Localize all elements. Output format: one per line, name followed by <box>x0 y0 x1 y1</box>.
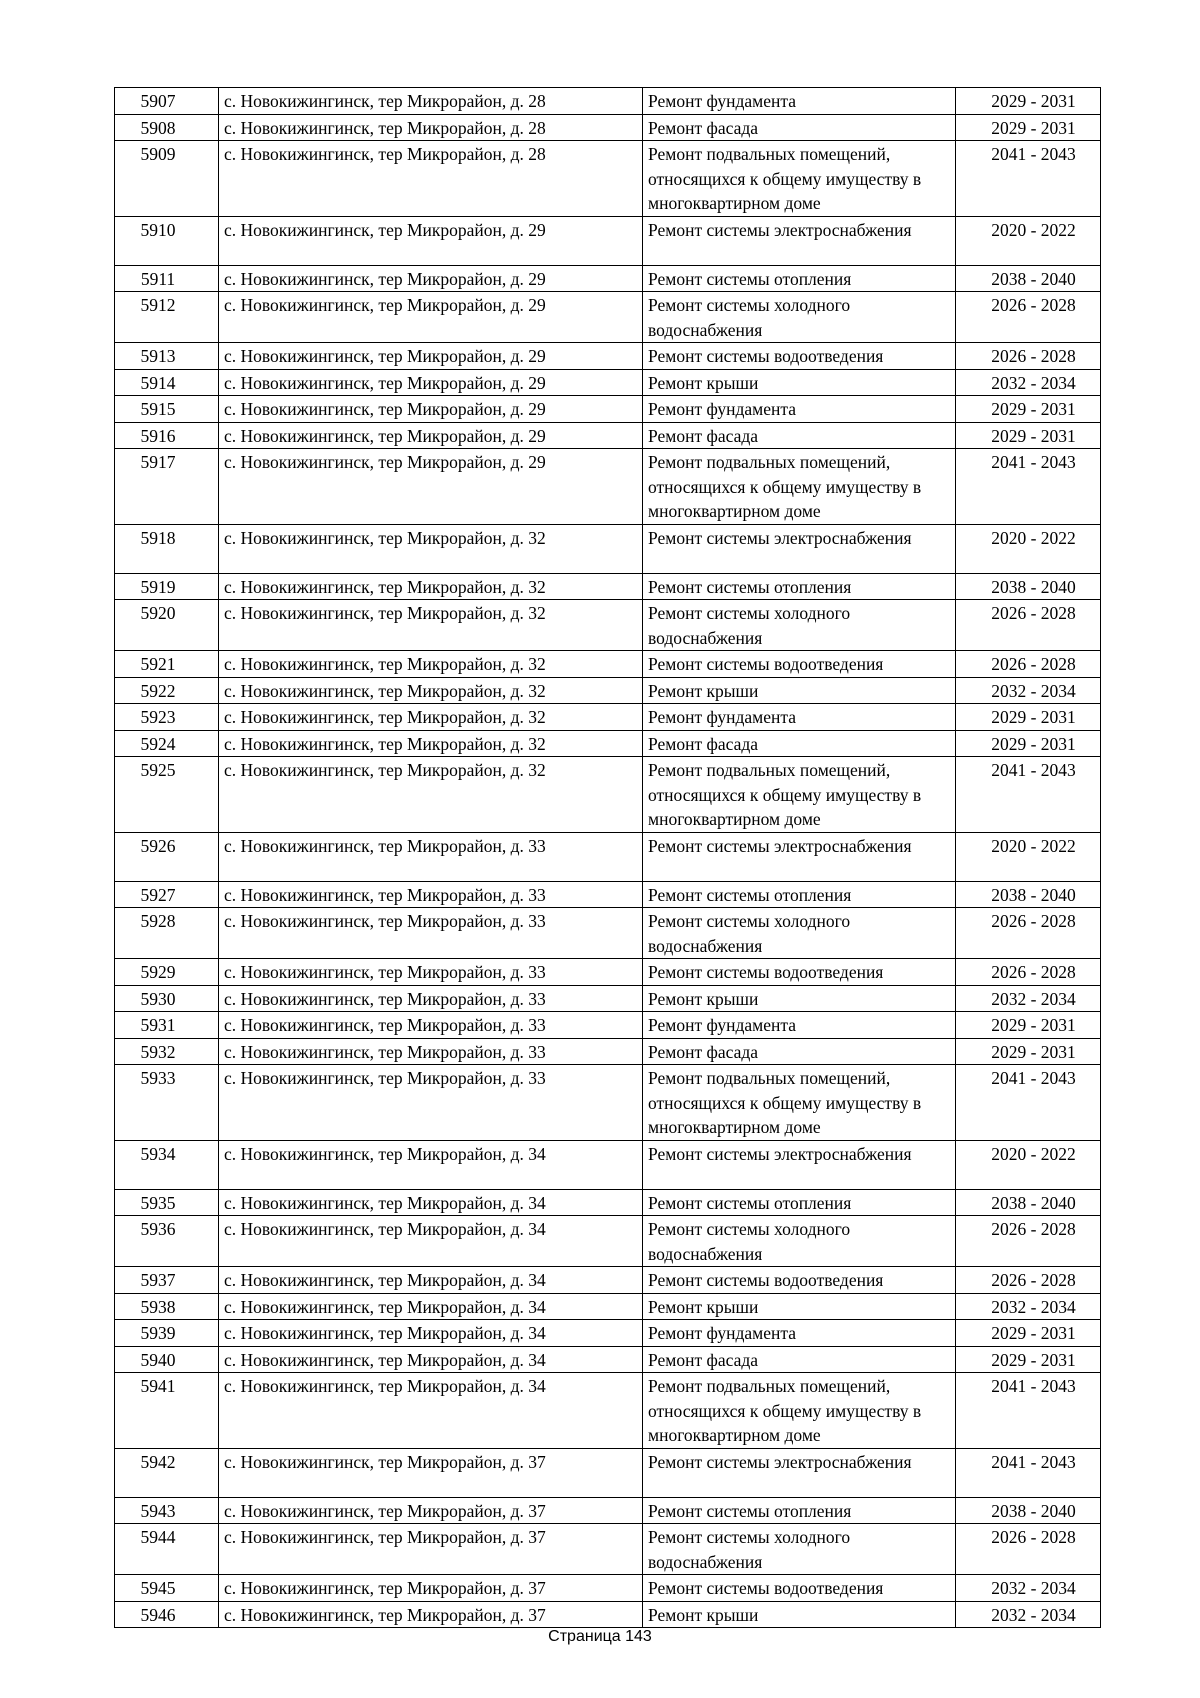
row-work-type: Ремонт системы электроснабжения <box>643 832 956 881</box>
row-work-type: Ремонт системы водоотведения <box>643 1267 956 1294</box>
row-work-type: Ремонт системы водоотведения <box>643 959 956 986</box>
row-work-type: Ремонт системы водоотведения <box>643 1575 956 1602</box>
capital-repair-table <box>114 87 1101 1628</box>
table-row <box>115 524 1101 573</box>
row-number: 5946 <box>115 1601 219 1628</box>
row-address: с. Новокижингинск, тер Микрорайон, д. 34 <box>219 1320 643 1347</box>
row-address: с. Новокижингинск, тер Микрорайон, д. 29 <box>219 265 643 292</box>
row-address: с. Новокижингинск, тер Микрорайон, д. 32 <box>219 730 643 757</box>
row-address: с. Новокижингинск, тер Микрорайон, д. 34 <box>219 1140 643 1189</box>
row-period: 2032 - 2034 <box>956 677 1101 704</box>
row-address: с. Новокижингинск, тер Микрорайон, д. 28 <box>219 88 643 115</box>
row-period: 2041 - 2043 <box>956 449 1101 525</box>
row-address: с. Новокижингинск, тер Микрорайон, д. 29 <box>219 343 643 370</box>
row-number: 5943 <box>115 1497 219 1524</box>
row-work-type: Ремонт крыши <box>643 985 956 1012</box>
row-period: 2038 - 2040 <box>956 881 1101 908</box>
row-number: 5918 <box>115 524 219 573</box>
row-number: 5945 <box>115 1575 219 1602</box>
row-address: с. Новокижингинск, тер Микрорайон, д. 37 <box>219 1575 643 1602</box>
row-address: с. Новокижингинск, тер Микрорайон, д. 37 <box>219 1497 643 1524</box>
row-address: с. Новокижингинск, тер Микрорайон, д. 33 <box>219 881 643 908</box>
row-number: 5935 <box>115 1189 219 1216</box>
row-work-type: Ремонт системы холодного водоснабжения <box>643 908 956 959</box>
row-period: 2029 - 2031 <box>956 1346 1101 1373</box>
row-address: с. Новокижингинск, тер Микрорайон, д. 32 <box>219 573 643 600</box>
table-row <box>115 1012 1101 1039</box>
row-work-type: Ремонт системы отопления <box>643 881 956 908</box>
row-period: 2026 - 2028 <box>956 1216 1101 1267</box>
row-work-type: Ремонт системы отопления <box>643 1189 956 1216</box>
row-period: 2032 - 2034 <box>956 1293 1101 1320</box>
row-period: 2026 - 2028 <box>956 1524 1101 1575</box>
row-number: 5929 <box>115 959 219 986</box>
row-period: 2029 - 2031 <box>956 1012 1101 1039</box>
table-row <box>115 1448 1101 1497</box>
table-row <box>115 343 1101 370</box>
row-number: 5915 <box>115 396 219 423</box>
table-row <box>115 1216 1101 1267</box>
row-address: с. Новокижингинск, тер Микрорайон, д. 29 <box>219 449 643 525</box>
row-number: 5940 <box>115 1346 219 1373</box>
row-number: 5907 <box>115 88 219 115</box>
row-period: 2032 - 2034 <box>956 369 1101 396</box>
row-address: с. Новокижингинск, тер Микрорайон, д. 29 <box>219 396 643 423</box>
table-row <box>115 908 1101 959</box>
row-work-type: Ремонт системы холодного водоснабжения <box>643 1216 956 1267</box>
table-row <box>115 1320 1101 1347</box>
row-number: 5916 <box>115 422 219 449</box>
row-work-type: Ремонт фасада <box>643 422 956 449</box>
row-number: 5934 <box>115 1140 219 1189</box>
row-address: с. Новокижингинск, тер Микрорайон, д. 33 <box>219 1012 643 1039</box>
row-address: с. Новокижингинск, тер Микрорайон, д. 32 <box>219 704 643 731</box>
table-row <box>115 369 1101 396</box>
row-number: 5939 <box>115 1320 219 1347</box>
row-period: 2041 - 2043 <box>956 1373 1101 1449</box>
row-period: 2026 - 2028 <box>956 959 1101 986</box>
row-number: 5922 <box>115 677 219 704</box>
row-work-type: Ремонт подвальных помещений, относящихся к общему имуществу в многоквартирном доме <box>643 757 956 833</box>
row-period: 2029 - 2031 <box>956 88 1101 115</box>
row-number: 5941 <box>115 1373 219 1449</box>
row-work-type: Ремонт системы холодного водоснабжения <box>643 600 956 651</box>
row-number: 5908 <box>115 114 219 141</box>
row-address: с. Новокижингинск, тер Микрорайон, д. 33 <box>219 832 643 881</box>
row-period: 2029 - 2031 <box>956 422 1101 449</box>
row-number: 5913 <box>115 343 219 370</box>
table-row <box>115 141 1101 217</box>
row-number: 5909 <box>115 141 219 217</box>
table-row <box>115 1575 1101 1602</box>
row-period: 2038 - 2040 <box>956 573 1101 600</box>
row-work-type: Ремонт системы водоотведения <box>643 651 956 678</box>
row-address: с. Новокижингинск, тер Микрорайон, д. 34 <box>219 1293 643 1320</box>
row-work-type: Ремонт системы отопления <box>643 573 956 600</box>
row-work-type: Ремонт фундамента <box>643 396 956 423</box>
row-period: 2041 - 2043 <box>956 1448 1101 1497</box>
row-number: 5932 <box>115 1038 219 1065</box>
row-period: 2029 - 2031 <box>956 396 1101 423</box>
row-work-type: Ремонт подвальных помещений, относящихся к общему имуществу в многоквартирном доме <box>643 449 956 525</box>
table-row <box>115 1373 1101 1449</box>
row-address: с. Новокижингинск, тер Микрорайон, д. 32 <box>219 757 643 833</box>
row-address: с. Новокижингинск, тер Микрорайон, д. 33 <box>219 1065 643 1141</box>
row-number: 5910 <box>115 216 219 265</box>
row-work-type: Ремонт фасада <box>643 730 956 757</box>
page-number: Страница 143 <box>548 1628 652 1645</box>
row-work-type: Ремонт фундамента <box>643 1012 956 1039</box>
row-address: с. Новокижингинск, тер Микрорайон, д. 37 <box>219 1524 643 1575</box>
row-period: 2020 - 2022 <box>956 832 1101 881</box>
row-number: 5933 <box>115 1065 219 1141</box>
row-period: 2020 - 2022 <box>956 216 1101 265</box>
row-address: с. Новокижингинск, тер Микрорайон, д. 32 <box>219 651 643 678</box>
row-work-type: Ремонт крыши <box>643 1601 956 1628</box>
row-period: 2029 - 2031 <box>956 730 1101 757</box>
row-address: с. Новокижингинск, тер Микрорайон, д. 37 <box>219 1448 643 1497</box>
table-row <box>115 1038 1101 1065</box>
row-period: 2038 - 2040 <box>956 1189 1101 1216</box>
table-row <box>115 600 1101 651</box>
row-address: с. Новокижингинск, тер Микрорайон, д. 34 <box>219 1373 643 1449</box>
row-work-type: Ремонт подвальных помещений, относящихся к общему имуществу в многоквартирном доме <box>643 1065 956 1141</box>
table-row <box>115 1189 1101 1216</box>
row-number: 5926 <box>115 832 219 881</box>
row-period: 2026 - 2028 <box>956 1267 1101 1294</box>
row-number: 5917 <box>115 449 219 525</box>
table-row <box>115 449 1101 525</box>
table-row <box>115 881 1101 908</box>
table-row <box>115 677 1101 704</box>
row-period: 2026 - 2028 <box>956 651 1101 678</box>
table-row <box>115 1065 1101 1141</box>
table-row <box>115 573 1101 600</box>
row-address: с. Новокижингинск, тер Микрорайон, д. 33 <box>219 908 643 959</box>
row-address: с. Новокижингинск, тер Микрорайон, д. 32 <box>219 677 643 704</box>
row-work-type: Ремонт системы холодного водоснабжения <box>643 292 956 343</box>
row-work-type: Ремонт системы отопления <box>643 265 956 292</box>
row-period: 2029 - 2031 <box>956 114 1101 141</box>
row-period: 2026 - 2028 <box>956 908 1101 959</box>
row-number: 5927 <box>115 881 219 908</box>
row-work-type: Ремонт системы водоотведения <box>643 343 956 370</box>
row-number: 5938 <box>115 1293 219 1320</box>
row-address: с. Новокижингинск, тер Микрорайон, д. 34 <box>219 1189 643 1216</box>
row-period: 2020 - 2022 <box>956 524 1101 573</box>
row-address: с. Новокижингинск, тер Микрорайон, д. 34 <box>219 1346 643 1373</box>
row-address: с. Новокижингинск, тер Микрорайон, д. 33 <box>219 1038 643 1065</box>
table-row <box>115 114 1101 141</box>
row-period: 2020 - 2022 <box>956 1140 1101 1189</box>
row-number: 5925 <box>115 757 219 833</box>
row-work-type: Ремонт крыши <box>643 1293 956 1320</box>
row-period: 2026 - 2028 <box>956 292 1101 343</box>
row-work-type: Ремонт фундамента <box>643 704 956 731</box>
row-work-type: Ремонт системы электроснабжения <box>643 1140 956 1189</box>
table-row <box>115 959 1101 986</box>
row-number: 5912 <box>115 292 219 343</box>
row-work-type: Ремонт крыши <box>643 677 956 704</box>
row-work-type: Ремонт подвальных помещений, относящихся к общему имуществу в многоквартирном доме <box>643 141 956 217</box>
row-address: с. Новокижингинск, тер Микрорайон, д. 28 <box>219 114 643 141</box>
row-period: 2029 - 2031 <box>956 1320 1101 1347</box>
row-work-type: Ремонт крыши <box>643 369 956 396</box>
table-row <box>115 88 1101 115</box>
row-address: с. Новокижингинск, тер Микрорайон, д. 32 <box>219 524 643 573</box>
table-row <box>115 396 1101 423</box>
row-address: с. Новокижингинск, тер Микрорайон, д. 34 <box>219 1216 643 1267</box>
row-work-type: Ремонт системы отопления <box>643 1497 956 1524</box>
row-number: 5911 <box>115 265 219 292</box>
row-address: с. Новокижингинск, тер Микрорайон, д. 29 <box>219 216 643 265</box>
table-row <box>115 730 1101 757</box>
row-number: 5923 <box>115 704 219 731</box>
row-number: 5920 <box>115 600 219 651</box>
row-period: 2038 - 2040 <box>956 265 1101 292</box>
row-period: 2041 - 2043 <box>956 1065 1101 1141</box>
row-address: с. Новокижингинск, тер Микрорайон, д. 32 <box>219 600 643 651</box>
row-work-type: Ремонт системы электроснабжения <box>643 524 956 573</box>
table-row <box>115 832 1101 881</box>
row-number: 5919 <box>115 573 219 600</box>
row-number: 5914 <box>115 369 219 396</box>
row-number: 5930 <box>115 985 219 1012</box>
table-row <box>115 1267 1101 1294</box>
table-row <box>115 1497 1101 1524</box>
table-row <box>115 292 1101 343</box>
row-period: 2029 - 2031 <box>956 1038 1101 1065</box>
table-row <box>115 1346 1101 1373</box>
row-address: с. Новокижингинск, тер Микрорайон, д. 37 <box>219 1601 643 1628</box>
row-period: 2026 - 2028 <box>956 600 1101 651</box>
table-row <box>115 1140 1101 1189</box>
table-row <box>115 985 1101 1012</box>
row-period: 2026 - 2028 <box>956 343 1101 370</box>
table-row <box>115 216 1101 265</box>
table-row <box>115 757 1101 833</box>
row-number: 5924 <box>115 730 219 757</box>
table-row <box>115 1601 1101 1628</box>
row-number: 5944 <box>115 1524 219 1575</box>
row-work-type: Ремонт системы электроснабжения <box>643 216 956 265</box>
table-row <box>115 1293 1101 1320</box>
row-period: 2032 - 2034 <box>956 985 1101 1012</box>
row-number: 5942 <box>115 1448 219 1497</box>
row-number: 5931 <box>115 1012 219 1039</box>
row-address: с. Новокижингинск, тер Микрорайон, д. 28 <box>219 141 643 217</box>
row-period: 2041 - 2043 <box>956 141 1101 217</box>
row-address: с. Новокижингинск, тер Микрорайон, д. 29 <box>219 369 643 396</box>
row-work-type: Ремонт фундамента <box>643 1320 956 1347</box>
table-row <box>115 1524 1101 1575</box>
table-row <box>115 704 1101 731</box>
row-period: 2032 - 2034 <box>956 1575 1101 1602</box>
row-address: с. Новокижингинск, тер Микрорайон, д. 34 <box>219 1267 643 1294</box>
table-row <box>115 651 1101 678</box>
row-number: 5928 <box>115 908 219 959</box>
row-work-type: Ремонт фасада <box>643 114 956 141</box>
row-work-type: Ремонт фундамента <box>643 88 956 115</box>
row-number: 5936 <box>115 1216 219 1267</box>
row-address: с. Новокижингинск, тер Микрорайон, д. 33 <box>219 959 643 986</box>
row-work-type: Ремонт системы электроснабжения <box>643 1448 956 1497</box>
row-address: с. Новокижингинск, тер Микрорайон, д. 29 <box>219 422 643 449</box>
row-work-type: Ремонт фасада <box>643 1346 956 1373</box>
row-period: 2029 - 2031 <box>956 704 1101 731</box>
table-row <box>115 265 1101 292</box>
row-work-type: Ремонт фасада <box>643 1038 956 1065</box>
row-work-type: Ремонт системы холодного водоснабжения <box>643 1524 956 1575</box>
row-address: с. Новокижингинск, тер Микрорайон, д. 33 <box>219 985 643 1012</box>
row-address: с. Новокижингинск, тер Микрорайон, д. 29 <box>219 292 643 343</box>
row-period: 2041 - 2043 <box>956 757 1101 833</box>
row-work-type: Ремонт подвальных помещений, относящихся к общему имуществу в многоквартирном доме <box>643 1373 956 1449</box>
row-number: 5921 <box>115 651 219 678</box>
row-period: 2032 - 2034 <box>956 1601 1101 1628</box>
row-period: 2038 - 2040 <box>956 1497 1101 1524</box>
row-number: 5937 <box>115 1267 219 1294</box>
table-row <box>115 422 1101 449</box>
